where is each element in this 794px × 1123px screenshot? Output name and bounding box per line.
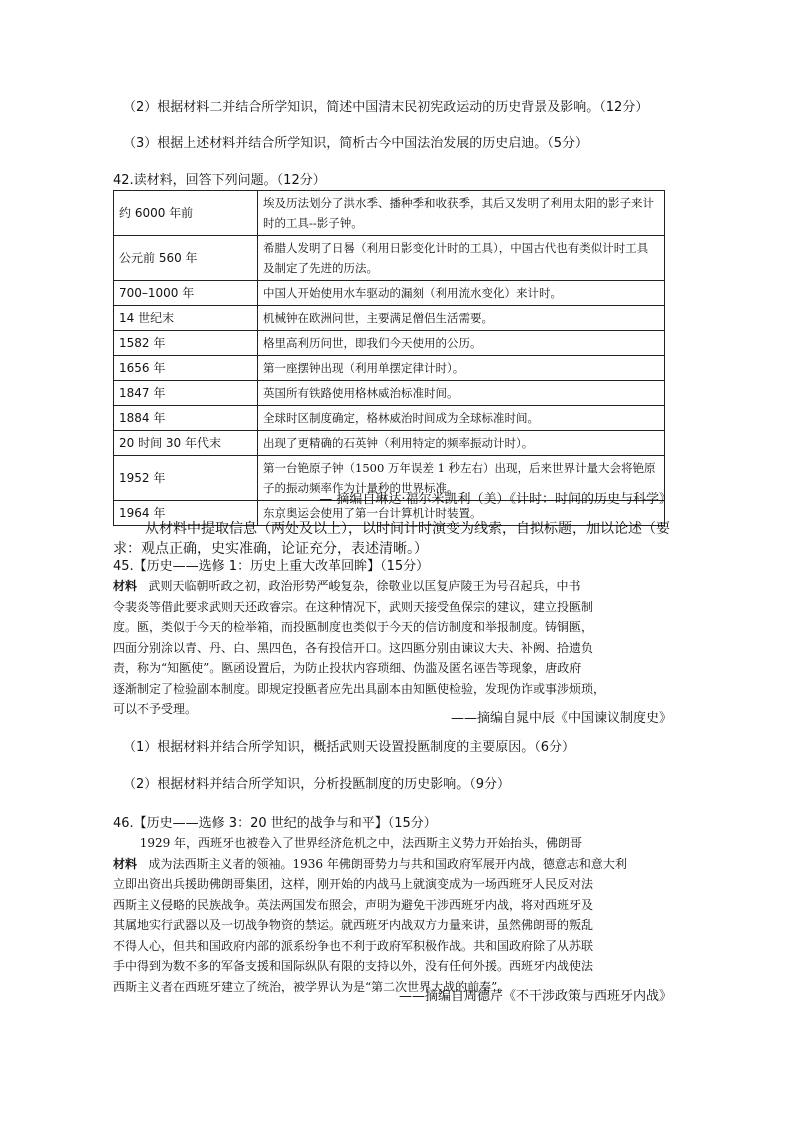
timeline-period: 1847 年 <box>114 381 258 406</box>
q46-material-line: 1929 年，西班牙也被卷入了世界经济危机之中，法西斯主义势力开始抬头，佛朗哥 <box>139 836 583 850</box>
q45-material <box>113 576 605 720</box>
timeline-event: 机械钟在欧洲问世，主要满足僧侣生活需要。 <box>258 306 665 331</box>
q46-material-line: 立即出资出兵援助佛朗哥集团，这样，刚开始的内战马上就演变成为一场西班牙人民反对法 <box>113 877 594 891</box>
timeline-event: 中国人开始使用水车驱动的漏刻（利用流水变化）来计时。 <box>258 281 665 306</box>
timeline-period: 公元前 560 年 <box>114 236 258 281</box>
q46-material-line: 成为法西斯主义者的领袖。1936 年佛朗哥势力与共和国政府军展开内战，德意志和意大利 <box>148 856 627 871</box>
timeline-period: 1656 年 <box>114 356 258 381</box>
timeline-period: 1952 年 <box>114 456 258 501</box>
timeline-period: 约 6000 年前 <box>114 191 258 236</box>
timeline-event: 格里高利历问世，即我们今天使用的公历。 <box>258 331 665 356</box>
timeline-row <box>114 281 665 306</box>
q41-sub2: （2）根据材料二并结合所学知识，简述中国清末民初宪政运动的历史背景及影响。（12分） <box>123 100 649 115</box>
q45-source: ——摘编自晁中辰《中国谏议制度史》 <box>450 711 672 726</box>
q42-title: 42.读材料，回答下列问题。（12分） <box>113 173 326 188</box>
timeline-period: 14 世纪末 <box>114 306 258 331</box>
q46-material-line: 手中得到为数不多的军备支援和国际纵队有限的支持以外，没有任何外援。西班牙内战使法 <box>113 959 594 973</box>
timeline-event: 全球时区制度确定，格林威治时间成为全球标准时间。 <box>258 406 665 431</box>
q41-sub3: （3）根据上述材料并结合所学知识，简析古今中国法治发展的历史启迪。（5分） <box>123 136 589 151</box>
timeline-row <box>114 431 665 456</box>
q46-material-line: 西斯主义侵略的民族战争。英法两国发布照会，声明为避免干涉西班牙内战，将对西班牙及 <box>113 897 594 912</box>
timeline-period: 20 时间 30 年代末 <box>114 431 258 456</box>
q46-material-label: 材料 <box>113 856 138 871</box>
timeline-row <box>114 306 665 331</box>
timeline-event: 第一台铯原子钟（1500 万年误差 1 秒左右）出现，后来世界计量大会将铯原子的振动频率作为计量秒的世界标准。 <box>258 456 665 501</box>
timeline-event: 希腊人发明了日晷（利用日影变化计时的工具），中国古代也有类似计时工具及制定了先进的历法。 <box>258 236 665 281</box>
timeline-row <box>114 191 665 236</box>
timeline-row <box>114 331 665 356</box>
q45-material-line: 可以不予受理。 <box>113 702 198 716</box>
q45-material-line: 逐渐制定了检验副本制度。即规定投匦者应先出具副本由知匦使检验，发现伪诈或事涉烦琐， <box>113 681 606 696</box>
q45-material-line: 令裴炎等借此要求武则天还政睿宗。在这种情况下，武则天接受鱼保宗的建议，建立投匦制 <box>113 599 594 614</box>
timeline-event: 第一座摆钟出现（利用单摆定律计时）。 <box>258 356 665 381</box>
q45-material-line: 四面分别涂以青、丹、白、黑四色，各有投信开口。这四匦分别由谏议大夫、补阙、拾遗负 <box>113 640 594 655</box>
timeline-event: 英国所有铁路使用格林威治标准时间。 <box>258 381 665 406</box>
q46-source: ——摘编自周德芹《不干涉政策与西班牙内战》 <box>398 989 672 1004</box>
q46-material <box>113 833 627 997</box>
timeline-event: 出现了更精确的石英钟（利用特定的频率振动计时）。 <box>258 431 665 456</box>
q45-sub1: （1）根据材料并结合所学知识，概括武则天设置投匦制度的主要原因。（6分） <box>123 740 576 755</box>
q45-title: 45.【历史——选修 1：历史上重大改革回眸】（15分） <box>113 559 430 574</box>
q45-material-line: 度。匦，类似于今天的检举箱，而投匦制度也类似于今天的信访制度和举报制度。铸铜匦， <box>113 620 594 634</box>
timeline-row <box>114 356 665 381</box>
timeline-table <box>113 190 665 526</box>
timeline-row <box>114 381 665 406</box>
q45-sub2: （2）根据材料并结合所学知识，分析投匦制度的历史影响。（9分） <box>123 777 511 792</box>
q45-material-line: 责，称为“知匦使”。匦函设置后，为防止投状内容琐细、伪滥及匿名诬告等现象，唐政府 <box>113 661 582 675</box>
timeline-row <box>114 236 665 281</box>
timeline-period: 700–1000 年 <box>114 281 258 306</box>
timeline-period: 1582 年 <box>114 331 258 356</box>
timeline-period: 1884 年 <box>114 406 258 431</box>
q42-prompt-line1: 从材料中提取信息（两处及以上），以时间计时演变为线索，自拟标题，加以论述（要 <box>145 521 670 537</box>
q46-material-line: 不得人心，但共和国政府内部的派系纷争也不利于政府军积极作战。共和国政府除了从苏联 <box>113 938 594 953</box>
q46-title: 46.【历史——选修 3：20 世纪的战争与和平】（15分） <box>113 816 437 831</box>
q46-material-line: 西斯主义者在西班牙建立了统治，被学界认为是“第二次世界大战的前奏”。 <box>113 979 510 994</box>
timeline-event: 东京奥运会使用了第一台计算机计时装置。 <box>258 501 665 526</box>
timeline-event: 埃及历法划分了洪水季、播种季和收获季，其后又发明了利用太阳的影子来计时的工具--影子钟。 <box>258 191 665 236</box>
q45-material-line: 武则天临朝听政之初，政治形势严峻复杂，徐敬业以匡复庐陵王为号召起兵，中书 <box>148 579 581 593</box>
q42-source: — 摘编自琳达·福尔米凯利（美）《计时：时间的历史与科学》 <box>319 492 672 507</box>
q45-material-label: 材料 <box>113 579 138 593</box>
q42-prompt-line2: 求：观点正确，史实准确，论证充分，表述清晰。） <box>113 541 428 557</box>
timeline-row <box>114 406 665 431</box>
timeline-period: 1964 年 <box>114 501 258 526</box>
q46-material-line: 其属地实行武器以及一切战争物资的禁运。就西班牙内战双方力量来讲，虽然佛朗哥的叛乱 <box>113 918 594 932</box>
